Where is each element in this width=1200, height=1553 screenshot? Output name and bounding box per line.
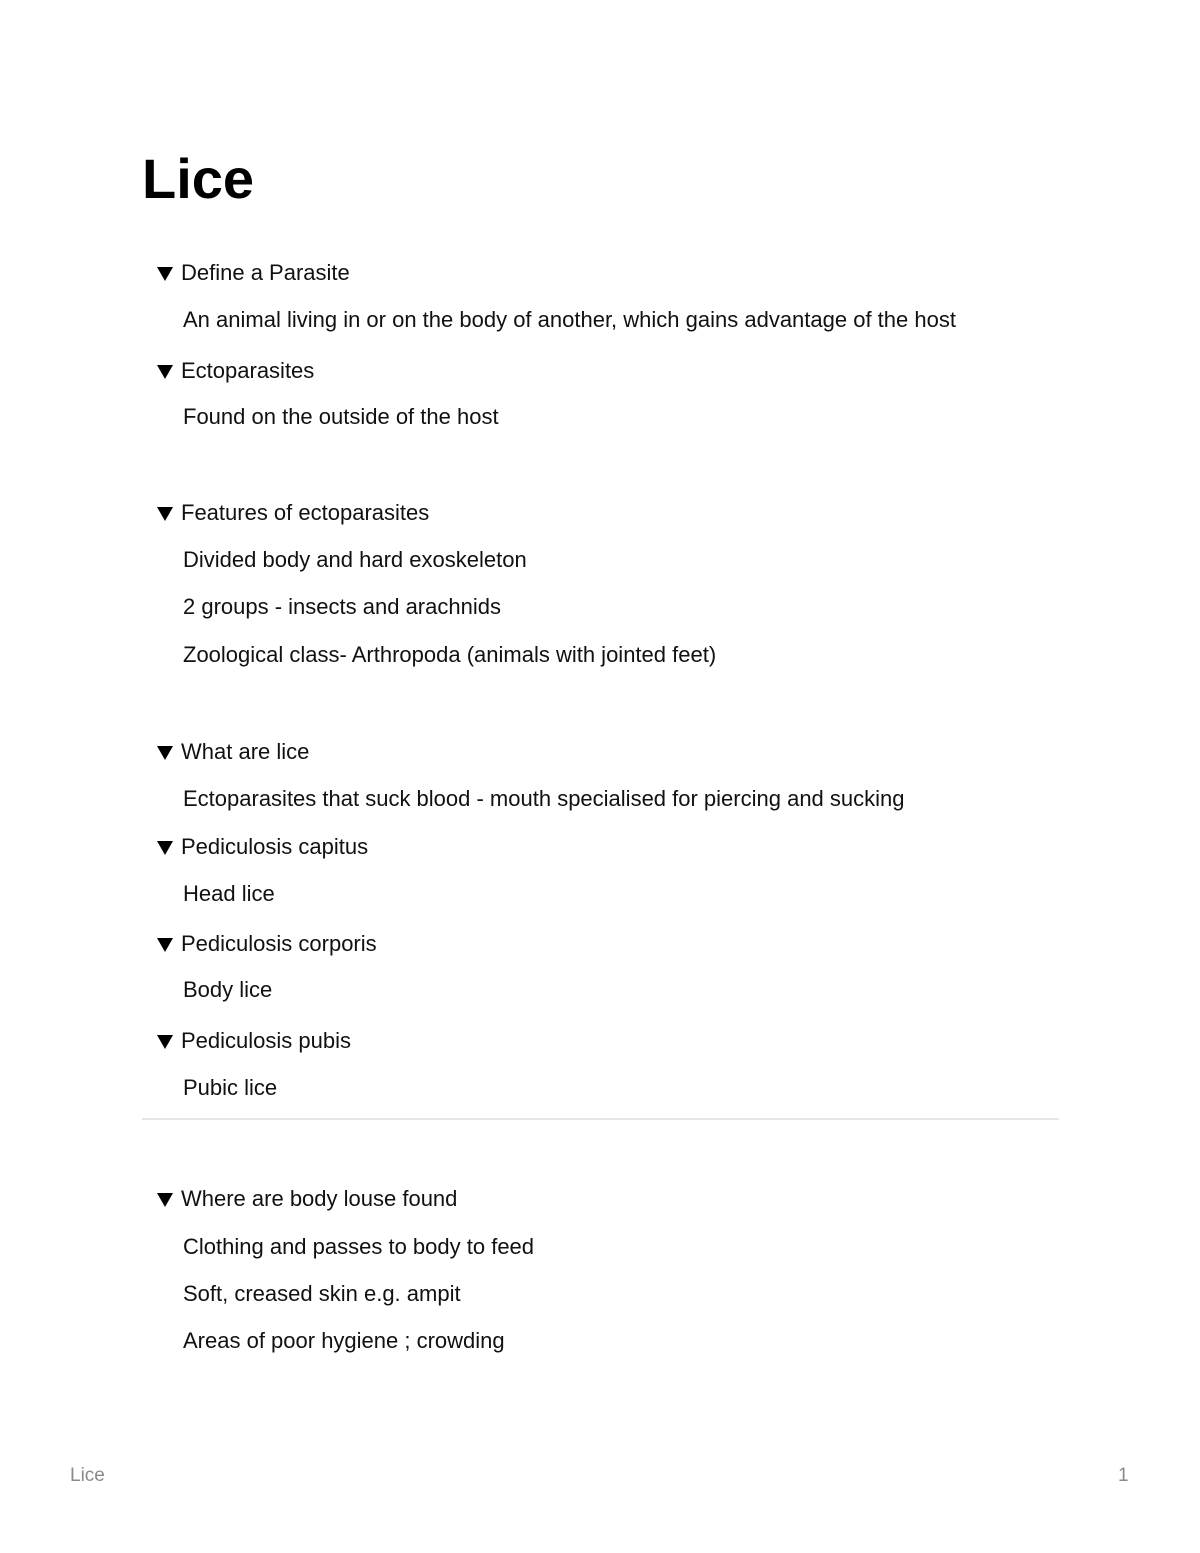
triangle-down-icon[interactable]: [157, 841, 173, 855]
toggle-pediculosis-corporis[interactable]: [157, 929, 1077, 959]
divider: [142, 1118, 1059, 1120]
toggle-heading: Define a Parasite: [181, 260, 350, 285]
toggle-body-text: Head lice: [183, 881, 275, 906]
toggle-header[interactable]: [157, 258, 1077, 288]
toggle-header[interactable]: [157, 832, 1077, 862]
toggle-heading: Where are body louse found: [181, 1186, 458, 1211]
toggle-pediculosis-capitus[interactable]: [157, 832, 1077, 862]
toggle-heading: Pediculosis pubis: [181, 1028, 351, 1053]
toggle-body-text: Divided body and hard exoskeleton: [183, 547, 527, 572]
toggle-header[interactable]: [157, 929, 1077, 959]
triangle-down-icon[interactable]: [157, 1193, 173, 1207]
toggle-define-parasite[interactable]: [157, 258, 1077, 288]
toggle-header[interactable]: [157, 1026, 1077, 1056]
page-number: 1: [1118, 1465, 1129, 1486]
toggle-heading: Pediculosis corporis: [181, 931, 377, 956]
toggle-header[interactable]: [157, 737, 1077, 767]
toggle-body-text: Soft, creased skin e.g. ampit: [183, 1281, 461, 1306]
toggle-header[interactable]: [157, 1184, 1077, 1214]
toggle-features-of-ectoparasites[interactable]: [157, 498, 1077, 528]
toggle-heading: Pediculosis capitus: [181, 834, 369, 859]
toggle-what-are-lice[interactable]: [157, 737, 1077, 767]
footer-doc-name: Lice: [70, 1465, 105, 1486]
toggle-body-text: Body lice: [183, 977, 273, 1002]
toggle-pediculosis-pubis[interactable]: [157, 1026, 1077, 1056]
toggle-body-text: Pubic lice: [183, 1075, 278, 1100]
toggle-body-text: Found on the outside of the host: [183, 404, 499, 429]
toggle-where-body-louse-found[interactable]: [157, 1184, 1077, 1214]
triangle-down-icon[interactable]: [157, 1035, 173, 1049]
toggle-body-text: Ectoparasites that suck blood - mouth specialised for piercing and sucking: [183, 786, 905, 811]
toggle-body-text: Areas of poor hygiene ; crowding: [183, 1328, 505, 1353]
triangle-down-icon[interactable]: [157, 365, 173, 379]
toggle-body-text: Clothing and passes to body to feed: [183, 1234, 535, 1259]
toggle-heading: Ectoparasites: [181, 358, 315, 383]
toggle-body-text: Zoological class- Arthropoda (animals with jointed feet): [183, 642, 717, 667]
triangle-down-icon[interactable]: [157, 267, 173, 281]
toggle-heading: Features of ectoparasites: [181, 500, 430, 525]
triangle-down-icon[interactable]: [157, 746, 173, 760]
toggle-ectoparasites[interactable]: [157, 356, 1077, 386]
toggle-body-text: An animal living in or on the body of another, which gains advantage of the host: [183, 307, 956, 332]
triangle-down-icon[interactable]: [157, 507, 173, 521]
toggle-heading: What are lice: [181, 739, 310, 764]
page-title: Lice: [142, 147, 255, 210]
toggle-header[interactable]: [157, 498, 1077, 528]
toggle-body-text: 2 groups - insects and arachnids: [183, 594, 501, 619]
toggle-header[interactable]: [157, 356, 1077, 386]
triangle-down-icon[interactable]: [157, 938, 173, 952]
